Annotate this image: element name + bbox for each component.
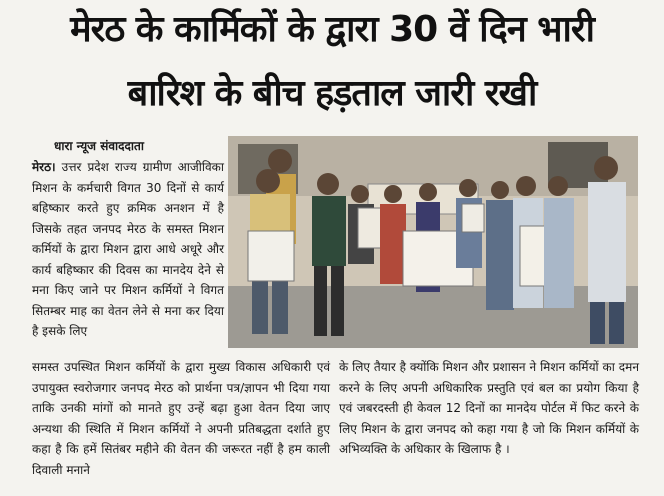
headline-line-1: मेरठ के कार्मिकों के द्वारा 30 वें दिन भारी [70, 9, 594, 50]
byline: धारा न्यूज संवाददाता [54, 139, 144, 153]
article-text-bottom-right: के लिए तैयार है क्योंकि मिशन और प्रशासन ने मिशन कर्मियों का दमन करने के लिए अपनी अधिकारिक प्रस्तुति एवं बल का प्रयोग किया है एवं जबरदस्ती ही केवल 12 दिनों का मानदेय पोर्टल में फिट करने के लिए मिशन के द्वारा जनपद को कहा गया है जो कि मिशन कर्मियों के अभिव्यक्ति के अधिकार के खिलाफ है । [339, 360, 639, 456]
dateline: मेरठ। [32, 160, 56, 174]
article-text-bottom-left: समस्त उपस्थित मिशन कर्मियों के द्वारा मुख्य विकास अधिकारी एवं उपायुक्त स्वरोजगार जनपद मेरठ को प्रार्थना पत्र/ज्ञापन भी दिया गया ताकि उनकी मांगों को मानते हुए उन्हें बढ़ा हुआ वेतन दिया जाए अन्यथा की स्थिति में मिशन कर्मियों ने अपनी प्रतिबद्धता दर्शाते हुए कहा है कि हमें सितंबर महीने की वेतन की जरूरत नहीं है हम काली दिवाली मनाने [32, 360, 330, 477]
headline-line-2: बारिश के बीच हड़ताल जारी रखी [127, 73, 537, 114]
protest-photo [228, 136, 638, 348]
article-text-left: उत्तर प्रदेश राज्य ग्रामीण आजीविका मिशन के कर्मचारी विगत 30 दिनों से कार्य बहिष्कार करते हुए क्रमिक अनशन में है जिसके तहत जनपद मेरठ के समस्त मिशन कर्मियों के द्वारा मिशन द्वारा आधे अधूरे और कार्य बहिष्कार की दिवस का मानदेय देने से मना किए जाने पर मिशन कर्मियों ने विगत सितम्बर माह का वेतन लेने से मना कर दिया है इसके लिए [32, 160, 224, 338]
article-column-left [32, 157, 224, 342]
